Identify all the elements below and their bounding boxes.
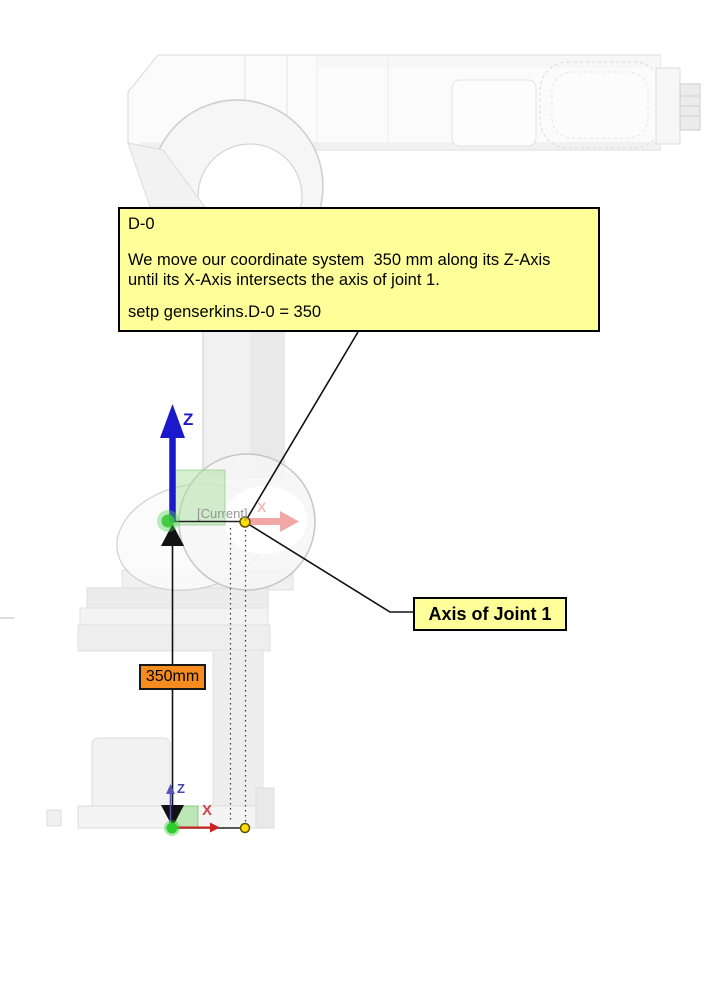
x-axis-bottom-label: X <box>202 802 213 819</box>
origin-green-dot <box>162 515 175 528</box>
base-column <box>213 650 263 808</box>
base-origin-green-dot <box>167 823 178 834</box>
robot-flange <box>656 68 680 144</box>
base-foot-right <box>256 788 274 828</box>
base-foot-tab <box>47 810 61 826</box>
z-axis-top-label: Z <box>183 410 194 429</box>
current-frame-label: [Current] <box>197 506 248 521</box>
axis-of-joint-label: Axis of Joint 1 <box>413 597 567 631</box>
robot-wrist-inner-outline <box>552 72 648 138</box>
d0-note-box <box>118 207 600 332</box>
base-plate <box>80 608 268 626</box>
base-plate <box>78 625 270 651</box>
robot-arm-top-shading <box>317 56 660 68</box>
base-joint-axis-point <box>241 824 250 833</box>
robot-wrist-panel <box>452 80 536 146</box>
base-cylinder <box>92 738 170 812</box>
dimension-350mm-label: 350mm <box>139 664 206 690</box>
d0-note-command: setp genserkins.D-0 = 350 <box>128 303 322 321</box>
x-axis-top-label: X <box>257 499 267 515</box>
base-plate <box>87 588 268 609</box>
z-axis-blue-arrowhead <box>160 404 185 438</box>
d0-note-body-line2: until its X-Axis intersects the axis of joint 1. <box>128 271 440 289</box>
z-axis-bottom-label: Z <box>177 781 185 796</box>
d0-note-body-line1: We move our coordinate system 350 mm along its Z-Axis <box>128 251 551 269</box>
robot-base <box>0 570 293 828</box>
d0-note-title: D-0 <box>128 215 155 233</box>
robot-tool-mount <box>680 84 700 130</box>
